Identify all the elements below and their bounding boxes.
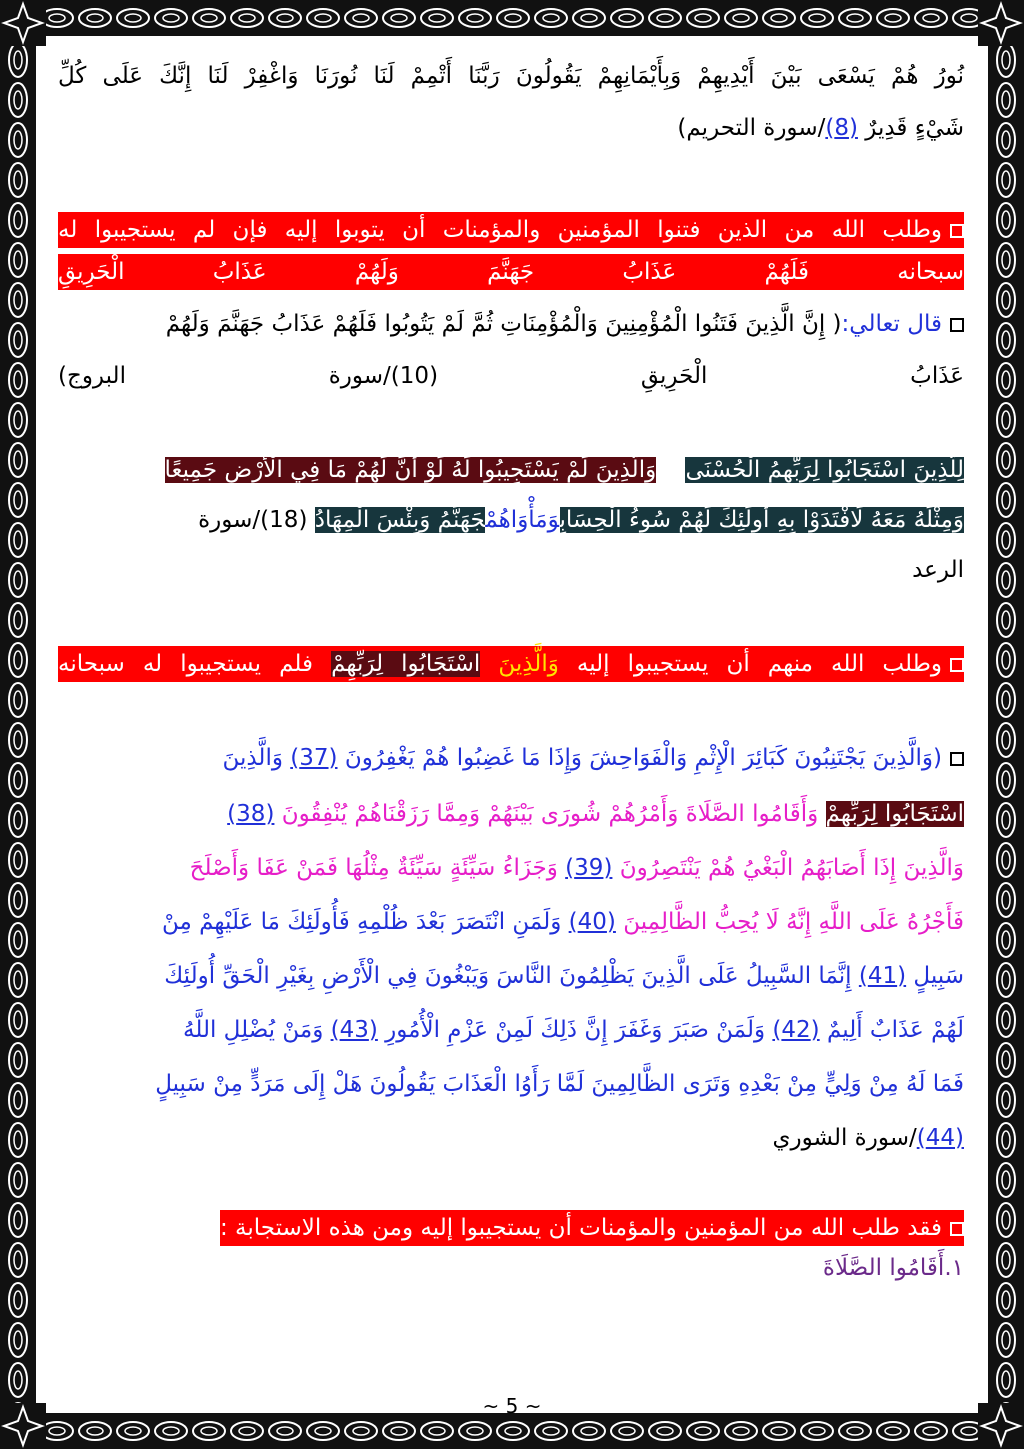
heading-text: فقد طلب الله من المؤمنين والمؤمنات أن يستجيبوا إليه ومن هذه الاستجابة : <box>219 1215 942 1241</box>
heading-text: وطلب الله من الذين فتنوا المؤمنين والمؤمنات أن يتوبوا إليه فإن لم يستجيبوا له <box>58 217 942 243</box>
verse-number: (43) <box>330 1017 378 1043</box>
border-right <box>988 0 1024 1449</box>
highlighted-verse: وَالَّذِينَ لَمْ يَسْتَجِيبُوا لَهُ لَوْ أَنَّ لَهُمْ مَا فِي الْأَرْضِ جَمِيعًا <box>164 457 657 483</box>
checkbox-bullet-icon <box>950 1222 964 1236</box>
heading-text: وطلب الله منهم أن يستجيبوا إليه <box>576 651 943 677</box>
verse-text: وَلَمَنِ انْتَصَرَ بَعْدَ ظُلْمِهِ فَأُولَئِكَ مَا عَلَيْهِمْ مِنْ <box>161 909 562 935</box>
list-item: ١.أَقَامُوا الصَّلَاةَ <box>822 1255 964 1281</box>
page-content <box>58 50 964 1400</box>
surah-name: الرعد <box>912 557 964 583</box>
verse-number: (41) <box>858 963 907 989</box>
verse-line <box>165 452 964 488</box>
heading-quote: اسْتَجَابُوا لِرَبِّهِمْ <box>331 651 481 677</box>
verse-text: وَمَنْ يُضْلِلِ اللَّهُ <box>183 1017 324 1043</box>
verse-line <box>677 110 964 146</box>
verse-line: عَذَابُ الْحَرِيقِ (10)/سورة البروج) <box>58 363 964 389</box>
checkbox-bullet-icon <box>950 752 964 766</box>
verse-number: (38) <box>227 801 275 827</box>
verse-text: ( إِنَّ الَّذِينَ فَتَنُوا الْمُؤْمِنِينَ وَالْمُؤْمِنَاتِ ثُمَّ لَمْ يَتُوبُوا فَلَهُمْ عَذَابُ جَهَنَّمَ وَلَهُمْ <box>165 311 842 337</box>
verse-line <box>190 850 964 886</box>
heading-quote: وَالَّذِينَ <box>498 651 559 677</box>
highlighted-verse: اسْتَجَابُوا لِرَبِّهِمْ <box>825 801 964 827</box>
verse-text: فَمَا لَهُ مِنْ وَلِيٍّ مِنْ بَعْدِهِ وَتَرَى الظَّالِمِينَ لَمَّا رَأَوُا الْعَذَابَ يَقُولُونَ هَلْ إِلَى مَرَدٍّ مِنْ سَبِيلٍ <box>155 1071 964 1097</box>
heading-text: فلم يستجيبوا له سبحانه <box>58 651 314 677</box>
verse-text: وَالَّذِينَ إِذَا أَصَابَهُمُ الْبَغْيُ هُمْ يَنْتَصِرُونَ <box>619 855 964 881</box>
verse-line <box>155 1066 964 1102</box>
verse-line <box>164 958 964 994</box>
verse-word: وَمَأْوَاهُمْ <box>485 507 560 533</box>
highlighted-verse: لِلَّذِينَ اسْتَجَابُوا لِرَبِّهِمُ الْحُسْنَى <box>685 457 964 483</box>
highlighted-verse: جَهَنَّمُ وَبِئْسَ الْمِهَادُ <box>314 507 486 533</box>
verse-line <box>183 1012 964 1048</box>
border-left <box>0 0 36 1449</box>
surah-name: /سورة <box>198 507 261 533</box>
border-bottom <box>0 1413 1024 1449</box>
verse-number: (39) <box>565 855 613 881</box>
verse-number: (44) <box>916 1125 964 1151</box>
checkbox-bullet-icon <box>950 658 964 672</box>
verse-line <box>166 306 964 342</box>
heading-band: سبحانه فَلَهُمْ عَذَابُ جَهَنَّمَ وَلَهُمْ عَذَابُ الْحَرِيقِ <box>58 254 964 290</box>
border-top <box>0 0 1024 36</box>
verse-number: (40) <box>568 909 616 935</box>
verse-line <box>222 740 964 776</box>
verse-line <box>198 502 964 538</box>
surah-name: /سورة الشوري <box>772 1125 917 1151</box>
verse-text: شَيْءٍ قَدِيرٌ <box>865 115 964 141</box>
corner-ornament <box>0 0 46 46</box>
surah-name: /سورة التحريم) <box>677 115 826 141</box>
verse-number: (18) <box>260 507 308 533</box>
verse-text: وَأَقَامُوا الصَّلَاةَ وَأَمْرُهُمْ شُورَى بَيْنَهُمْ وَمِمَّا رَزَقْنَاهُمْ يُنْفِقُونَ <box>281 801 819 827</box>
verse-number: (37) <box>290 745 338 771</box>
verse-text: إِنَّمَا السَّبِيلُ عَلَى الَّذِينَ يَظْلِمُونَ النَّاسَ وَيَبْغُونَ فِي الْأَرْضِ بِغَيْرِ الْحَقِّ أُولَئِكَ <box>164 963 852 989</box>
verse-line <box>227 796 964 832</box>
verse-text: (وَالَّذِينَ يَجْتَنِبُونَ كَبَائِرَ الْإِثْمِ وَالْفَوَاحِشَ وَإِذَا مَا غَضِبُوا هُمْ يَغْفِرُونَ <box>344 745 942 771</box>
verse-text: وَالَّذِينَ <box>222 745 283 771</box>
verse-text: وَلَمَنْ صَبَرَ وَغَفَرَ إِنَّ ذَلِكَ لَمِنْ عَزْمِ الْأُمُورِ <box>385 1017 766 1043</box>
verse-number: (42) <box>772 1017 820 1043</box>
verse-line: نُورُ هُمْ يَسْعَى بَيْنَ أَيْدِيهِمْ وَبِأَيْمَانِهِمْ يَقُولُونَ رَبَّنَا أَتْمِمْ لَنَا نُورَنَا وَاغْفِرْ لَنَا إِنَّكَ عَلَى كُلِّ <box>58 63 964 89</box>
verse-number: (8) <box>825 115 858 141</box>
heading-band <box>220 1210 964 1246</box>
verse-intro: قال تعالي: <box>841 311 942 337</box>
verse-text: وَجَزَاءُ سَيِّئَةٍ سَيِّئَةٌ مِثْلُهَا فَمَنْ عَفَا وَأَصْلَحَ <box>189 855 558 881</box>
verse-line <box>772 1120 964 1156</box>
verse-text: لَهُمْ عَذَابٌ أَلِيمٌ <box>826 1017 964 1043</box>
highlighted-verse: وَمِثْلَهُ مَعَهُ لَافْتَدَوْا بِهِ أُولَئِكَ لَهُمْ سُوءُ الْحِسَابِ <box>559 507 964 533</box>
heading-band <box>58 212 964 248</box>
checkbox-bullet-icon <box>950 224 964 238</box>
checkbox-bullet-icon <box>950 318 964 332</box>
corner-ornament <box>978 0 1024 46</box>
verse-text: فَأَجْرُهُ عَلَى اللَّهِ إِنَّهُ لَا يُحِبُّ الظَّالِمِينَ <box>623 909 964 935</box>
verse-line <box>162 904 964 940</box>
page-number: ~ 5 ~ <box>482 1394 542 1418</box>
heading-band <box>58 646 964 682</box>
verse-text: سَبِيلٍ <box>913 963 964 989</box>
